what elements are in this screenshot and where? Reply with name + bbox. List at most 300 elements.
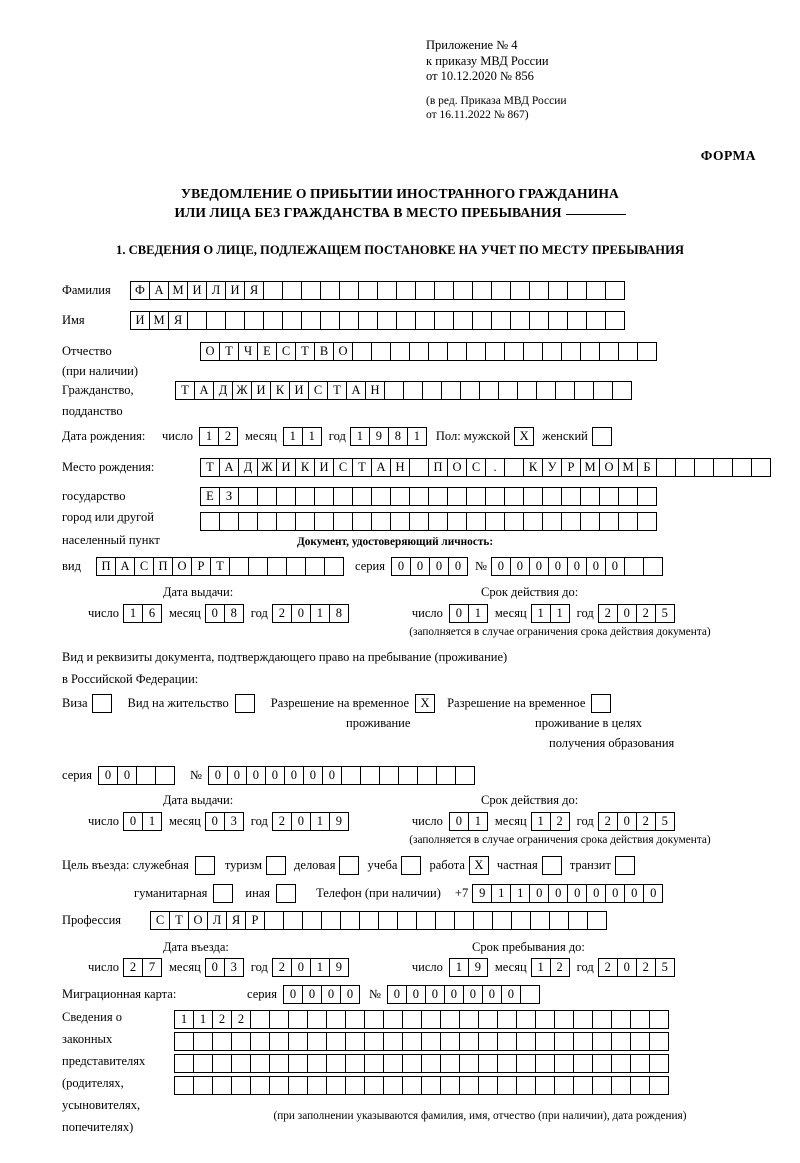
form-cell[interactable]: И — [187, 281, 207, 300]
form-cell[interactable] — [377, 311, 397, 330]
form-cell[interactable] — [345, 1076, 365, 1095]
form-cell[interactable] — [478, 1076, 498, 1095]
form-cell[interactable]: О — [172, 557, 192, 576]
form-cell[interactable] — [269, 1032, 289, 1051]
birth-year-input[interactable] — [350, 427, 426, 446]
form-cell[interactable] — [212, 1054, 232, 1073]
form-cell[interactable]: 0 — [340, 985, 360, 1004]
form-cell[interactable]: Т — [295, 342, 315, 361]
form-cell[interactable] — [587, 911, 607, 930]
form-cell[interactable]: С — [466, 458, 486, 477]
form-cell[interactable]: 0 — [444, 985, 464, 1004]
form-cell[interactable] — [611, 1010, 631, 1029]
form-cell[interactable] — [694, 458, 714, 477]
form-cell[interactable] — [384, 381, 404, 400]
form-cell[interactable] — [624, 557, 644, 576]
form-cell[interactable] — [605, 281, 625, 300]
form-cell[interactable]: Ф — [130, 281, 150, 300]
form-cell[interactable] — [554, 1010, 574, 1029]
form-cell[interactable]: К — [295, 458, 315, 477]
form-cell[interactable]: 1 — [310, 812, 330, 831]
form-cell[interactable] — [592, 1054, 612, 1073]
form-cell[interactable]: 0 — [291, 604, 311, 623]
form-cell[interactable] — [193, 1054, 213, 1073]
form-cell[interactable] — [618, 487, 638, 506]
form-cell[interactable]: 0 — [449, 812, 469, 831]
form-cell[interactable]: 1 — [193, 1010, 213, 1029]
form-cell[interactable] — [561, 487, 581, 506]
form-cell[interactable] — [288, 1076, 308, 1095]
form-cell[interactable] — [212, 1076, 232, 1095]
form-cell[interactable]: 0 — [410, 557, 430, 576]
form-cell[interactable] — [225, 311, 245, 330]
form-cell[interactable] — [417, 766, 437, 785]
form-cell[interactable]: 1 — [468, 604, 488, 623]
form-cell[interactable] — [282, 311, 302, 330]
form-cell[interactable]: А — [194, 381, 214, 400]
form-cell[interactable] — [459, 1054, 479, 1073]
form-cell[interactable] — [248, 557, 268, 576]
form-cell[interactable] — [345, 1054, 365, 1073]
form-cell[interactable] — [383, 1010, 403, 1029]
form-cell[interactable] — [415, 311, 435, 330]
form-cell[interactable]: П — [153, 557, 173, 576]
form-cell[interactable] — [466, 512, 486, 531]
form-cell[interactable]: 0 — [227, 766, 247, 785]
form-cell[interactable]: А — [149, 281, 169, 300]
form-cell[interactable] — [428, 487, 448, 506]
form-cell[interactable] — [269, 1076, 289, 1095]
form-cell[interactable] — [326, 1010, 346, 1029]
form-cell[interactable] — [314, 512, 334, 531]
form-cell[interactable]: О — [188, 911, 208, 930]
name-input[interactable] — [130, 311, 624, 330]
birthplace-input-3[interactable] — [200, 512, 656, 531]
form-cell[interactable] — [174, 1076, 194, 1095]
form-cell[interactable] — [520, 985, 540, 1004]
form-cell[interactable] — [238, 512, 258, 531]
purpose-work-checkbox[interactable]: Х — [469, 856, 489, 875]
surname-input[interactable] — [130, 281, 624, 300]
form-cell[interactable] — [535, 1054, 555, 1073]
form-cell[interactable]: Т — [352, 458, 372, 477]
form-cell[interactable] — [612, 381, 632, 400]
form-cell[interactable]: 1 — [123, 604, 143, 623]
form-cell[interactable] — [377, 281, 397, 300]
form-cell[interactable]: 0 — [510, 557, 530, 576]
form-cell[interactable]: 0 — [548, 884, 568, 903]
form-cell[interactable]: И — [130, 311, 150, 330]
form-cell[interactable] — [364, 1054, 384, 1073]
form-cell[interactable]: Р — [561, 458, 581, 477]
form-cell[interactable] — [250, 1076, 270, 1095]
staydoc-series-input[interactable] — [98, 766, 174, 785]
purpose-service-checkbox[interactable] — [195, 856, 215, 875]
form-cell[interactable] — [339, 311, 359, 330]
form-cell[interactable] — [341, 766, 361, 785]
form-cell[interactable] — [643, 557, 663, 576]
form-cell[interactable]: 1 — [283, 427, 303, 446]
form-cell[interactable] — [415, 281, 435, 300]
form-cell[interactable]: 0 — [567, 884, 587, 903]
form-cell[interactable]: Ч — [238, 342, 258, 361]
form-cell[interactable] — [535, 1032, 555, 1051]
form-cell[interactable] — [320, 311, 340, 330]
form-cell[interactable]: Н — [390, 458, 410, 477]
form-cell[interactable] — [510, 311, 530, 330]
form-cell[interactable]: 0 — [208, 766, 228, 785]
form-cell[interactable] — [455, 766, 475, 785]
form-cell[interactable]: Т — [200, 458, 220, 477]
form-cell[interactable] — [390, 342, 410, 361]
form-cell[interactable] — [751, 458, 771, 477]
staydoc-issue-day-input[interactable] — [123, 812, 161, 831]
form-cell[interactable] — [485, 487, 505, 506]
form-cell[interactable]: Л — [207, 911, 227, 930]
form-cell[interactable] — [637, 512, 657, 531]
form-cell[interactable] — [333, 512, 353, 531]
iddoc-valid-day-input[interactable] — [449, 604, 487, 623]
form-cell[interactable]: О — [333, 342, 353, 361]
form-cell[interactable] — [516, 1032, 536, 1051]
form-cell[interactable]: 5 — [655, 958, 675, 977]
form-cell[interactable]: С — [308, 381, 328, 400]
iddoc-number-input[interactable] — [491, 557, 662, 576]
form-cell[interactable]: Т — [219, 342, 239, 361]
form-cell[interactable] — [263, 281, 283, 300]
form-cell[interactable] — [630, 1076, 650, 1095]
form-cell[interactable] — [498, 381, 518, 400]
form-cell[interactable]: М — [149, 311, 169, 330]
sex-female-checkbox[interactable] — [592, 427, 612, 446]
form-cell[interactable]: И — [251, 381, 271, 400]
birthplace-input-2[interactable] — [200, 487, 656, 506]
form-cell[interactable] — [257, 512, 277, 531]
form-cell[interactable]: Н — [365, 381, 385, 400]
form-cell[interactable] — [307, 1076, 327, 1095]
legal-rep-input-2[interactable] — [174, 1032, 668, 1051]
form-cell[interactable] — [155, 766, 175, 785]
form-cell[interactable] — [523, 487, 543, 506]
form-cell[interactable]: 2 — [123, 958, 143, 977]
form-cell[interactable] — [504, 512, 524, 531]
form-cell[interactable]: 3 — [224, 958, 244, 977]
form-cell[interactable] — [371, 512, 391, 531]
form-cell[interactable]: 0 — [449, 604, 469, 623]
form-cell[interactable] — [440, 1032, 460, 1051]
form-cell[interactable]: Т — [210, 557, 230, 576]
form-cell[interactable]: Я — [226, 911, 246, 930]
form-cell[interactable] — [555, 381, 575, 400]
form-cell[interactable]: С — [134, 557, 154, 576]
form-cell[interactable] — [402, 1032, 422, 1051]
form-cell[interactable]: 0 — [302, 985, 322, 1004]
form-cell[interactable] — [440, 1010, 460, 1029]
iddoc-issue-month-input[interactable] — [205, 604, 243, 623]
form-cell[interactable]: Р — [191, 557, 211, 576]
form-cell[interactable]: 0 — [98, 766, 118, 785]
form-cell[interactable] — [174, 1032, 194, 1051]
form-cell[interactable]: 2 — [231, 1010, 251, 1029]
form-cell[interactable] — [324, 557, 344, 576]
form-cell[interactable] — [656, 458, 676, 477]
form-cell[interactable] — [358, 311, 378, 330]
form-cell[interactable] — [529, 281, 549, 300]
form-cell[interactable] — [276, 487, 296, 506]
form-cell[interactable] — [383, 1032, 403, 1051]
form-cell[interactable] — [713, 458, 733, 477]
form-cell[interactable] — [402, 1054, 422, 1073]
form-cell[interactable] — [421, 1032, 441, 1051]
form-cell[interactable]: 0 — [491, 557, 511, 576]
form-cell[interactable] — [359, 911, 379, 930]
form-cell[interactable] — [326, 1076, 346, 1095]
residence-permit-checkbox[interactable] — [235, 694, 255, 713]
form-cell[interactable] — [492, 911, 512, 930]
form-cell[interactable] — [592, 1010, 612, 1029]
form-cell[interactable] — [497, 1054, 517, 1073]
form-cell[interactable] — [567, 311, 587, 330]
form-cell[interactable] — [257, 487, 277, 506]
form-cell[interactable] — [396, 311, 416, 330]
form-cell[interactable] — [436, 766, 456, 785]
form-cell[interactable] — [637, 487, 657, 506]
form-cell[interactable]: 0 — [387, 985, 407, 1004]
form-cell[interactable] — [193, 1076, 213, 1095]
purpose-other-checkbox[interactable] — [276, 884, 296, 903]
form-cell[interactable] — [459, 1076, 479, 1095]
form-cell[interactable]: Т — [327, 381, 347, 400]
form-cell[interactable]: А — [371, 458, 391, 477]
form-cell[interactable]: 1 — [350, 427, 370, 446]
form-cell[interactable] — [649, 1054, 669, 1073]
form-cell[interactable]: 0 — [246, 766, 266, 785]
form-cell[interactable]: 1 — [491, 884, 511, 903]
form-cell[interactable] — [618, 342, 638, 361]
form-cell[interactable]: 5 — [655, 812, 675, 831]
form-cell[interactable] — [305, 557, 325, 576]
staydoc-valid-year-input[interactable] — [598, 812, 674, 831]
form-cell[interactable] — [250, 1032, 270, 1051]
form-cell[interactable] — [592, 1076, 612, 1095]
form-cell[interactable]: У — [542, 458, 562, 477]
form-cell[interactable]: 0 — [501, 985, 521, 1004]
form-cell[interactable]: 2 — [272, 958, 292, 977]
temp-residence-checkbox[interactable]: Х — [415, 694, 435, 713]
form-cell[interactable] — [244, 311, 264, 330]
form-cell[interactable] — [618, 512, 638, 531]
form-cell[interactable] — [447, 512, 467, 531]
form-cell[interactable]: Б — [637, 458, 657, 477]
form-cell[interactable]: 9 — [329, 958, 349, 977]
form-cell[interactable] — [561, 342, 581, 361]
form-cell[interactable] — [478, 1010, 498, 1029]
form-cell[interactable] — [516, 1010, 536, 1029]
form-cell[interactable]: Т — [175, 381, 195, 400]
form-cell[interactable] — [561, 512, 581, 531]
form-cell[interactable] — [314, 487, 334, 506]
form-cell[interactable]: 1 — [449, 958, 469, 977]
form-cell[interactable]: 0 — [586, 557, 606, 576]
form-cell[interactable] — [229, 557, 249, 576]
form-cell[interactable] — [459, 1010, 479, 1029]
form-cell[interactable] — [409, 487, 429, 506]
form-cell[interactable]: 0 — [205, 604, 225, 623]
form-cell[interactable] — [554, 1032, 574, 1051]
form-cell[interactable]: 9 — [472, 884, 492, 903]
form-cell[interactable]: К — [270, 381, 290, 400]
form-cell[interactable]: Ж — [232, 381, 252, 400]
form-cell[interactable] — [568, 911, 588, 930]
form-cell[interactable] — [497, 1076, 517, 1095]
form-cell[interactable] — [732, 458, 752, 477]
form-cell[interactable] — [307, 1032, 327, 1051]
form-cell[interactable] — [530, 911, 550, 930]
birth-day-input[interactable] — [199, 427, 237, 446]
form-cell[interactable]: 0 — [117, 766, 137, 785]
form-cell[interactable]: 0 — [425, 985, 445, 1004]
form-cell[interactable] — [276, 512, 296, 531]
phone-input[interactable] — [472, 884, 662, 903]
form-cell[interactable] — [649, 1076, 669, 1095]
form-cell[interactable] — [397, 911, 417, 930]
form-cell[interactable] — [491, 311, 511, 330]
form-cell[interactable] — [302, 911, 322, 930]
staydoc-number-input[interactable] — [208, 766, 474, 785]
form-cell[interactable]: 2 — [272, 812, 292, 831]
form-cell[interactable] — [523, 342, 543, 361]
form-cell[interactable] — [460, 381, 480, 400]
form-cell[interactable] — [593, 381, 613, 400]
form-cell[interactable] — [379, 766, 399, 785]
form-cell[interactable] — [398, 766, 418, 785]
form-cell[interactable]: 1 — [531, 958, 551, 977]
form-cell[interactable] — [605, 311, 625, 330]
profession-input[interactable] — [150, 911, 606, 930]
form-cell[interactable] — [630, 1054, 650, 1073]
form-cell[interactable] — [264, 911, 284, 930]
form-cell[interactable]: М — [580, 458, 600, 477]
form-cell[interactable] — [238, 487, 258, 506]
form-cell[interactable] — [504, 342, 524, 361]
form-cell[interactable]: И — [276, 458, 296, 477]
form-cell[interactable]: 0 — [448, 557, 468, 576]
form-cell[interactable] — [409, 458, 429, 477]
form-cell[interactable] — [440, 1076, 460, 1095]
form-cell[interactable]: 0 — [283, 985, 303, 1004]
form-cell[interactable]: 1 — [531, 812, 551, 831]
form-cell[interactable] — [231, 1054, 251, 1073]
form-cell[interactable]: О — [447, 458, 467, 477]
form-cell[interactable] — [516, 1054, 536, 1073]
form-cell[interactable] — [554, 1054, 574, 1073]
form-cell[interactable] — [326, 1032, 346, 1051]
form-cell[interactable] — [535, 1010, 555, 1029]
form-cell[interactable] — [288, 1010, 308, 1029]
form-cell[interactable]: М — [618, 458, 638, 477]
birth-month-input[interactable] — [283, 427, 321, 446]
patronymic-input[interactable] — [200, 342, 656, 361]
form-cell[interactable] — [402, 1010, 422, 1029]
form-cell[interactable] — [288, 1032, 308, 1051]
form-cell[interactable] — [421, 1076, 441, 1095]
staydoc-issue-year-input[interactable] — [272, 812, 348, 831]
staydoc-valid-day-input[interactable] — [449, 812, 487, 831]
form-cell[interactable] — [599, 487, 619, 506]
iddoc-kind-input[interactable] — [96, 557, 343, 576]
form-cell[interactable]: Р — [245, 911, 265, 930]
purpose-tourism-checkbox[interactable] — [266, 856, 286, 875]
form-cell[interactable] — [383, 1054, 403, 1073]
form-cell[interactable]: 1 — [468, 812, 488, 831]
form-cell[interactable]: 8 — [329, 604, 349, 623]
stay-year-input[interactable] — [598, 958, 674, 977]
form-cell[interactable] — [586, 311, 606, 330]
form-cell[interactable]: И — [225, 281, 245, 300]
form-cell[interactable] — [504, 458, 524, 477]
form-cell[interactable] — [485, 342, 505, 361]
form-cell[interactable]: 2 — [636, 812, 656, 831]
form-cell[interactable] — [364, 1010, 384, 1029]
stay-day-input[interactable] — [449, 958, 487, 977]
form-cell[interactable]: П — [428, 458, 448, 477]
form-cell[interactable]: 8 — [224, 604, 244, 623]
form-cell[interactable] — [422, 381, 442, 400]
form-cell[interactable] — [573, 1010, 593, 1029]
form-cell[interactable]: 9 — [369, 427, 389, 446]
form-cell[interactable] — [263, 311, 283, 330]
form-cell[interactable]: . — [485, 458, 505, 477]
form-cell[interactable]: Л — [206, 281, 226, 300]
form-cell[interactable] — [592, 1032, 612, 1051]
form-cell[interactable]: 1 — [550, 604, 570, 623]
form-cell[interactable]: В — [314, 342, 334, 361]
form-cell[interactable]: 9 — [468, 958, 488, 977]
form-cell[interactable] — [307, 1054, 327, 1073]
form-cell[interactable] — [649, 1032, 669, 1051]
form-cell[interactable]: 0 — [605, 557, 625, 576]
form-cell[interactable] — [599, 512, 619, 531]
form-cell[interactable]: 0 — [291, 958, 311, 977]
form-cell[interactable] — [535, 1076, 555, 1095]
form-cell[interactable] — [212, 1032, 232, 1051]
form-cell[interactable]: 2 — [636, 604, 656, 623]
form-cell[interactable]: 7 — [142, 958, 162, 977]
form-cell[interactable] — [478, 1032, 498, 1051]
form-cell[interactable] — [517, 381, 537, 400]
form-cell[interactable]: 1 — [302, 427, 322, 446]
form-cell[interactable]: 2 — [272, 604, 292, 623]
staydoc-issue-month-input[interactable] — [205, 812, 243, 831]
form-cell[interactable]: 0 — [205, 812, 225, 831]
form-cell[interactable] — [326, 1054, 346, 1073]
iddoc-series-input[interactable] — [391, 557, 467, 576]
form-cell[interactable]: 0 — [205, 958, 225, 977]
purpose-private-checkbox[interactable] — [542, 856, 562, 875]
form-cell[interactable]: 6 — [142, 604, 162, 623]
form-cell[interactable] — [599, 342, 619, 361]
form-cell[interactable] — [269, 1054, 289, 1073]
form-cell[interactable]: Е — [257, 342, 277, 361]
form-cell[interactable]: С — [276, 342, 296, 361]
form-cell[interactable] — [283, 911, 303, 930]
form-cell[interactable]: Д — [213, 381, 233, 400]
form-cell[interactable]: 0 — [586, 884, 606, 903]
form-cell[interactable]: 2 — [550, 958, 570, 977]
entry-month-input[interactable] — [205, 958, 243, 977]
form-cell[interactable] — [435, 911, 455, 930]
form-cell[interactable] — [511, 911, 531, 930]
